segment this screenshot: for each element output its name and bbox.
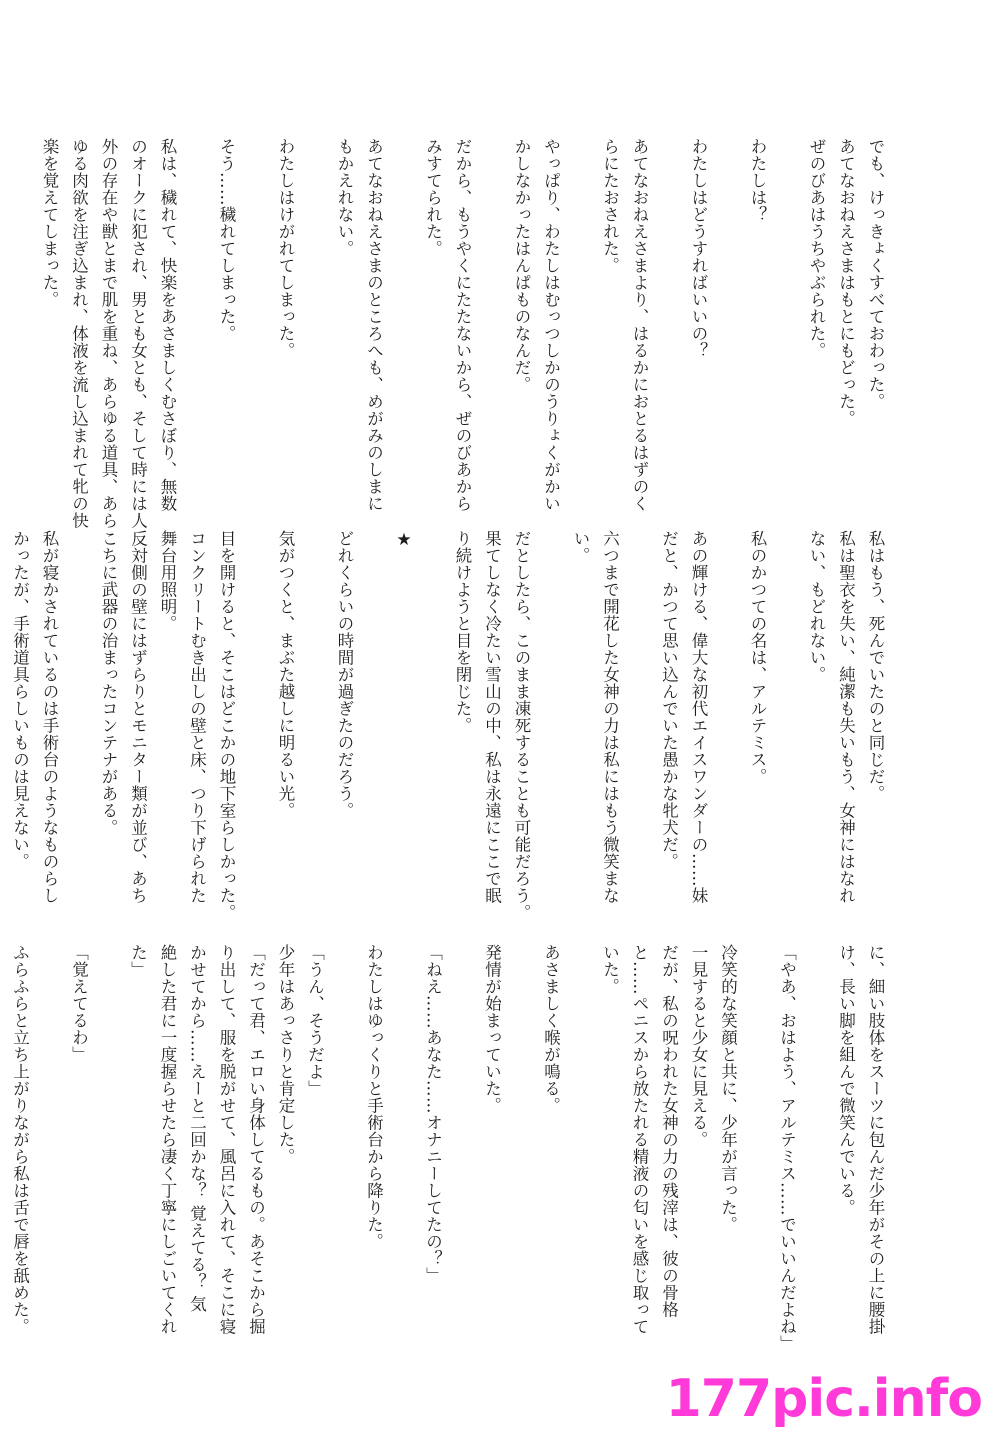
text-line: こちに武器の治まったコンテナがある。 — [99, 530, 118, 836]
watermark-logo: 177pic.info — [665, 1369, 982, 1429]
text-line — [300, 138, 330, 529]
text-line — [330, 944, 360, 1352]
text-line — [35, 944, 65, 1352]
text-line: だから、もうやくにたたないから、ぜのびあから — [453, 138, 472, 512]
text-line — [802, 944, 832, 1352]
text-line: 「やあ、おはよう、アルテミス……でいいんだよね」 — [777, 944, 797, 1352]
text-line — [625, 530, 655, 921]
text-line — [300, 530, 330, 921]
text-line: 発情が始まっていた。 — [482, 944, 502, 1114]
text-line — [713, 138, 743, 529]
text-line: り続けようと目を閉じた。 — [453, 530, 472, 734]
text-line: あてなおねえさまはもとにもどった。 — [836, 138, 856, 427]
text-line: 一見すると少女に見える。 — [689, 944, 708, 1148]
text-line: やっぱり、わたしはむっつしかのうりょくがかい — [541, 138, 561, 512]
text-line: らにたおされた。 — [600, 138, 620, 274]
text-line: わたしはどうすればいいの？ — [689, 138, 708, 359]
text-line: あの輝ける、偉大な初代エイスワンダーの……妹 — [689, 530, 708, 904]
text-line — [713, 530, 743, 921]
text-line: いた。 — [600, 944, 620, 995]
text-line: ない、もどれない。 — [807, 530, 826, 683]
text-line: みすてられた。 — [423, 138, 443, 257]
text-line: のオークに犯され、男とも女とも、そして時には人 — [128, 138, 148, 529]
text-line — [536, 530, 566, 921]
text-line — [654, 138, 684, 529]
text-line: に、細い肢体をスーツに包んだ少年がその上に腰掛 — [866, 944, 885, 1335]
text-line: 外の存在や獣とまで肌を重ね、あらゆる道具、あら — [99, 138, 118, 529]
text-line: わたしは？ — [748, 138, 767, 223]
text-line: かったが、手術道具らしいものは見えない。 — [10, 530, 30, 870]
text-line — [359, 530, 389, 921]
text-line — [5, 138, 35, 529]
text-line: 私は、穢れて、快楽をあさましくむさぼり、無数 — [158, 138, 177, 512]
text-line: け、長い脚を組んで微笑んでいる。 — [836, 944, 856, 1216]
text-line: 六つまで開花した女神の力は私にはもう微笑まな — [600, 530, 620, 904]
text-line: ふらふらと立ち上がりながら私は舌で唇を舐めた。 — [10, 944, 30, 1335]
text-line — [389, 944, 419, 1352]
text-line: 「うん、そうだよ」 — [305, 944, 325, 1097]
text-line: 「覚えてるわ」 — [69, 944, 89, 1063]
text-line: 果てしなく冷たい雪山の中、私は永遠にここで眠 — [482, 530, 502, 904]
text-line: 少年はあっさりと肯定した。 — [276, 944, 295, 1165]
text-line: 冷笑的な笑顔と共に、少年が言った。 — [718, 944, 738, 1233]
text-line: 気がつくと、まぶた越しに明るい光。 — [276, 530, 295, 819]
text-line: 目を開けると、そこはどこかの地下室らしかった。 — [217, 530, 236, 921]
text-line: 私はもう、死んでいたのと同じだ。 — [866, 530, 885, 802]
text-line: い。 — [571, 530, 590, 564]
text-line — [448, 944, 478, 1352]
text-line: どれくらいの時間が過ぎたのだろう。 — [335, 530, 354, 819]
text-line: あさましく喉が鳴る。 — [541, 944, 561, 1114]
text-line: もかえれない。 — [335, 138, 354, 257]
text-line: そう……穢れてしまった。 — [217, 138, 236, 342]
text-line: 楽を覚えてしまった。 — [40, 138, 59, 308]
section-break-star: ★ — [394, 530, 414, 551]
text-line — [241, 530, 271, 921]
text-line: コンクリートむき出しの壁と床、つり下げられた — [187, 530, 207, 904]
text-line — [477, 138, 507, 529]
text-line: だと、かつて思い込んでいた愚かな牝犬だ。 — [659, 530, 679, 870]
text-line: だとしたら、このまま凍死することも可能だろう。 — [512, 530, 531, 921]
text-block-bottom — [0, 944, 890, 1352]
text-line — [743, 944, 773, 1352]
text-line: 「だって君、エロい身体してるもの。あそこから掘 — [246, 944, 266, 1335]
text-line — [418, 530, 448, 921]
text-line: わたしはけがれてしまった。 — [276, 138, 295, 359]
text-line: 絶した君に一度握らせたら凄く丁寧にしごいてくれ — [158, 944, 177, 1335]
text-line — [182, 138, 212, 529]
text-line: かせてから……えーと二回かな？ 覚えてる？ 気 — [187, 944, 207, 1313]
text-line — [507, 944, 537, 1352]
text-line — [64, 530, 94, 921]
text-line: 反対側の壁にはずらりとモニター類が並び、あち — [128, 530, 148, 904]
text-line: わたしはゆっくりと手術台から降りた。 — [364, 944, 384, 1250]
text-block-top — [0, 138, 890, 529]
text-line: 舞台用照明。 — [158, 530, 177, 632]
text-line: でも、けっきょくすべておわった。 — [866, 138, 885, 410]
text-line: だが、私の呪われた女神の力の残滓は、彼の骨格 — [659, 944, 679, 1318]
text-line: 私が寝かされているのは手術台のようなものらし — [40, 530, 59, 904]
text-line — [241, 138, 271, 529]
text-line: 私は聖衣を失い、純潔も失いもう、女神にはなれ — [836, 530, 856, 904]
text-line — [566, 944, 596, 1352]
text-line: 「ねえ……あなた……オナニーしてたの？」 — [423, 944, 443, 1284]
text-line — [566, 138, 596, 529]
text-line: あてなおねえさまのところへも、めがみのしまに — [364, 138, 384, 512]
text-line: り出して、服を脱がせて、風呂に入れて、そこに寝 — [217, 944, 236, 1335]
text-block-middle — [0, 530, 890, 921]
text-line: あてなおねえさまより、はるかにおとるはずのく — [630, 138, 649, 512]
text-line: ぜのびあはうちやぶられた。 — [807, 138, 826, 359]
text-line — [389, 138, 419, 529]
text-line — [772, 530, 802, 921]
text-line: ゆる肉欲を注ぎ込まれ、体液を流し込まれて牝の快 — [69, 138, 89, 529]
text-line: た」 — [128, 944, 148, 978]
text-line: かしなかったはんぱものなんだ。 — [512, 138, 531, 393]
text-line: 私のかつての名は、アルテミス。 — [748, 530, 767, 785]
text-line — [94, 944, 124, 1352]
text-line: と……ペニスから放たれる精液の匂いを感じ取って — [630, 944, 649, 1335]
text-line — [772, 138, 802, 529]
